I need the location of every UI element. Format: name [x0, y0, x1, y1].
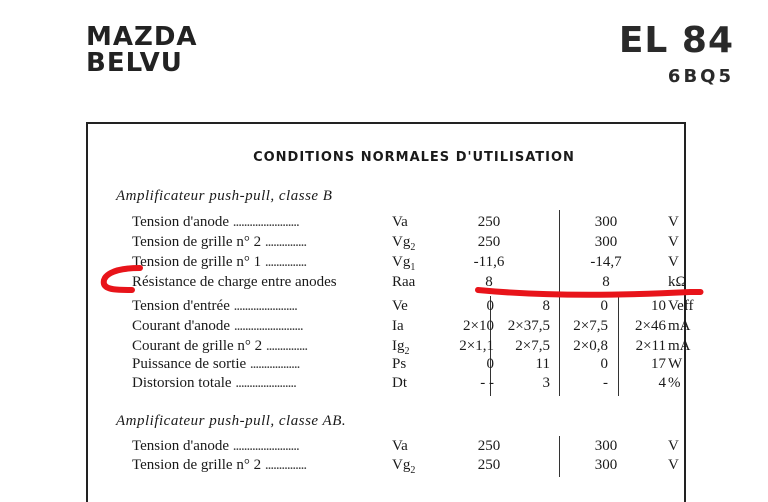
section-title-class-ab: Amplificateur push-pull, classe AB.	[116, 413, 347, 429]
row-label: Tension d'anode	[132, 214, 230, 230]
row-symbol: Raa	[392, 274, 416, 290]
row-label: Tension de grille n° 2	[132, 234, 262, 250]
row-leader: ...............	[264, 457, 307, 473]
annotation-underline	[478, 290, 701, 295]
value-cell: 300	[594, 457, 618, 473]
row-symbol: Ve	[392, 298, 408, 314]
row-symbol: $Vg_2$	[392, 457, 416, 476]
value-cell: -	[603, 375, 608, 391]
value-cell: 2×1,1	[459, 338, 494, 354]
value-cell: 0	[600, 356, 608, 372]
page-title: CONDITIONS NORMALES D'UTILISATION	[253, 150, 575, 165]
annotation-bracket	[104, 268, 140, 290]
value-cell: 0	[486, 298, 494, 314]
row-leader: ...............	[265, 338, 308, 354]
row-symbol: Va	[392, 438, 408, 454]
value-cell: 250	[477, 438, 501, 454]
value-cell: 2×7,5	[573, 318, 608, 334]
row-label: Tension de grille n° 1	[132, 254, 262, 270]
value-cell: 8	[485, 274, 493, 290]
unit-cell: mA	[668, 338, 691, 354]
value-cell: 300	[594, 234, 618, 250]
row-leader: ...............	[264, 234, 307, 250]
row-leader: ........................	[232, 438, 299, 454]
row-symbol: $Vg_2$	[392, 234, 416, 253]
value-cell: 8	[542, 298, 550, 314]
unit-cell: W	[668, 356, 683, 372]
value-cell: 2×10	[463, 318, 494, 334]
row-symbol: $Ig_2$	[392, 338, 410, 357]
value-cell: 2×0,8	[573, 338, 608, 354]
row-leader: ........................	[232, 214, 299, 230]
row-leader: .........................	[233, 318, 303, 334]
value-cell: 2×37,5	[507, 318, 550, 334]
row-leader: ...............	[264, 254, 307, 270]
value-cell: 2×11	[635, 338, 666, 354]
unit-cell: V	[668, 234, 679, 250]
value-cell: 0	[600, 298, 608, 314]
value-cell: 250	[477, 214, 501, 230]
tube-equivalent: 6BQ5	[667, 66, 734, 87]
row-symbol: $Vg_1$	[392, 254, 416, 273]
unit-cell: V	[668, 457, 679, 473]
row-label: Courant d'anode	[132, 318, 231, 334]
value-cell: 300	[594, 438, 618, 454]
value-cell: 3	[542, 375, 550, 391]
value-cell: 0	[486, 356, 494, 372]
value-cell: - -	[480, 375, 494, 391]
row-symbol: Ia	[392, 318, 404, 334]
value-cell: 2×46	[635, 318, 666, 334]
row-label: Tension d'anode	[132, 438, 230, 454]
value-cell: 11	[535, 356, 550, 372]
row-label: Distorsion totale	[132, 375, 232, 391]
row-label: Résistance de charge entre anodes	[132, 274, 337, 290]
unit-cell: kΩ	[668, 274, 687, 290]
value-cell: 10	[651, 298, 666, 314]
brand-logo-line2: BELVU	[86, 48, 183, 78]
value-cell: 2×7,5	[515, 338, 550, 354]
unit-cell: V	[668, 438, 679, 454]
row-symbol: Ps	[392, 356, 407, 372]
row-label: Puissance de sortie	[132, 356, 247, 372]
section-title-class-b: Amplificateur push-pull, classe B	[116, 188, 333, 204]
value-cell: 250	[477, 234, 501, 250]
value-cell: 4	[658, 375, 666, 391]
row-label: Tension d'entrée	[132, 298, 230, 314]
unit-cell: Veff	[668, 298, 694, 314]
value-cell: 17	[651, 356, 666, 372]
tube-model: EL 84	[618, 20, 734, 61]
row-leader: .......................	[233, 298, 297, 314]
unit-cell: mA	[668, 318, 691, 334]
value-cell: 8	[602, 274, 610, 290]
value-cell: -14,7	[590, 254, 622, 270]
row-symbol: Va	[392, 214, 408, 230]
value-cell: -11,6	[473, 254, 505, 270]
unit-cell: %	[668, 375, 681, 391]
row-symbol: Dt	[392, 375, 407, 391]
row-leader: ..................	[249, 356, 300, 372]
unit-cell: V	[668, 254, 679, 270]
value-cell: 250	[477, 457, 501, 473]
value-cell: 300	[594, 214, 618, 230]
row-label: Courant de grille n° 2	[132, 338, 263, 354]
unit-cell: V	[668, 214, 679, 230]
row-label: Tension de grille n° 2	[132, 457, 262, 473]
row-leader: ......................	[235, 375, 296, 391]
brand-logo-line1: MAZDA	[86, 22, 198, 52]
